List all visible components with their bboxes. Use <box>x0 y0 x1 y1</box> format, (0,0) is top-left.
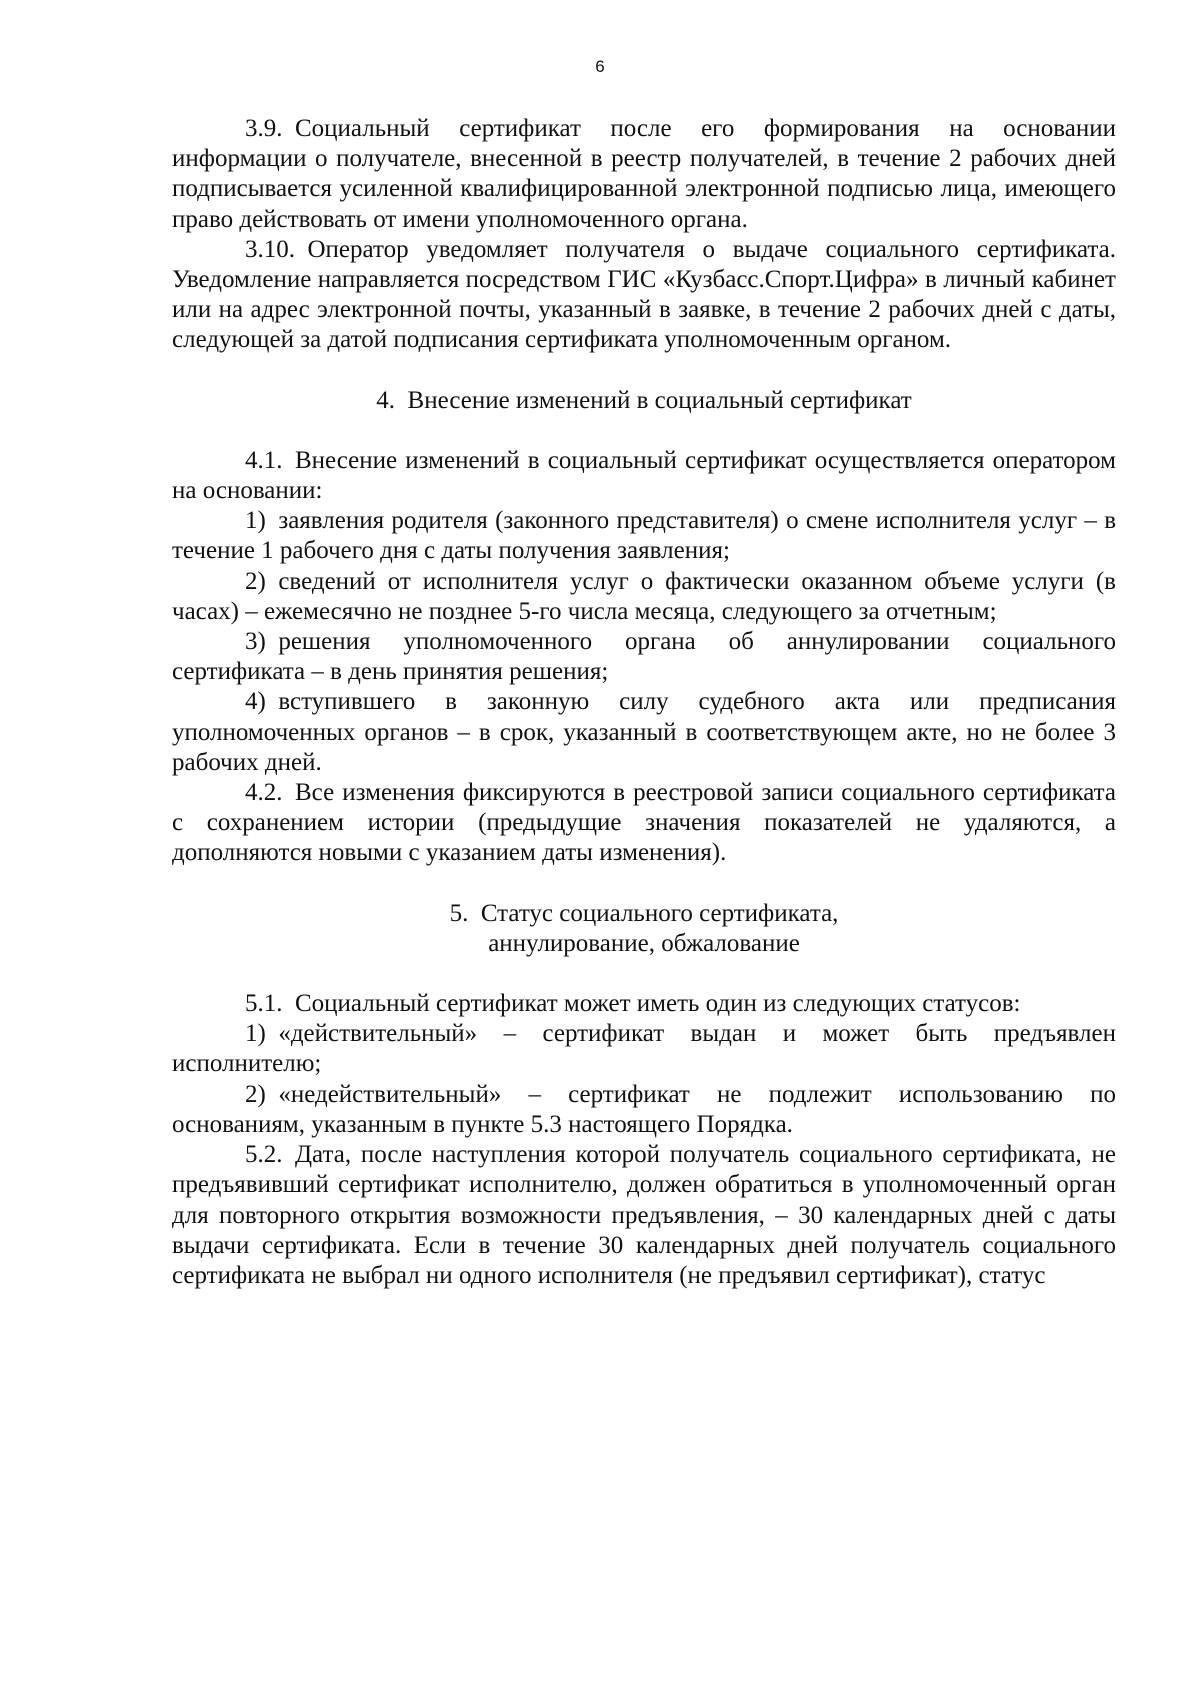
page-number: 6 <box>595 57 605 76</box>
paragraph-4-2: 4.2. Все изменения фиксируются в реестровой записи социального сертификата с сохранением истории (предыдущие значения показателей не удаляются, а дополняются новыми с указанием даты изменения). <box>172 779 1116 867</box>
section-heading-5: 5. Статус социального сертификата, аннулирование, обжалование <box>449 899 839 957</box>
list-item-4-1-2: 2) сведений от исполнителя услуг о фактически оказанном объеме услуги (в часах) – ежемесячно не позднее 5-го числа месяца, следующего за отчетным; <box>172 567 1116 625</box>
list-item-4-1-4: 4) вступившего в законную силу судебного акта или предписания уполномоченных органов – в срок, указанный в соответствующем акте, но не более 3 рабочих дней. <box>172 688 1116 776</box>
paragraph-3-9: 3.9. Социальный сертификат после его формирования на основании информации о получателе, внесенной в реестр получателей, в течение 2 рабочих дней подписывается усиленной квалифицированной электронной подписью лица, имеющего право действовать от имени уполномоченного органа. <box>172 115 1116 233</box>
paragraph-4-1: 4.1. Внесение изменений в социальный сертификат осуществляется оператором на основании: <box>172 446 1116 505</box>
paragraph-3-10: 3.10. Оператор уведомляет получателя о выдаче социального сертификата. Уведомление направляется посредством ГИС «Кузбасс.Спорт.Цифра» в личный кабинет или на адрес электронной почты, указанный в заявке, в течение 2 рабочих дней с даты, следующей за датой подписания сертификата уполномоченным органом. <box>172 235 1116 354</box>
list-item-4-1-3: 3) решения уполномоченного органа об аннулировании социального сертификата – в день принятия решения; <box>172 628 1116 686</box>
document-body <box>172 114 1116 1291</box>
paragraph-5-2: 5.2. Дата, после наступления которой получатель социального сертификата, не предъявивший сертификат исполнителю, должен обратиться в уполномоченный орган для повторного открытия возможности предъявления, – 30 календарных дней с даты выдачи сертификата. Если в течение 30 календарных дней получатель социального сертификата не выбрал ни одного исполнителя (не предъявил сертификат), статус <box>172 1141 1116 1289</box>
list-item-5-1-1: 1) «действительный» – сертификат выдан и может быть предъявлен исполнителю; <box>172 1020 1116 1078</box>
list-item-4-1-1: 1) заявления родителя (законного представителя) о смене исполнителя услуг – в течение 1 рабочего дня с даты получения заявления; <box>172 507 1116 565</box>
paragraph-5-1: 5.1. Социальный сертификат может иметь один из следующих статусов: <box>245 990 1021 1018</box>
list-item-5-1-2: 2) «недействительный» – сертификат не подлежит использованию по основаниям, указанным в пункте 5.3 настоящего Порядка. <box>172 1080 1116 1138</box>
section-heading-4: 4. Внесение изменений в социальный сертификат <box>376 386 912 414</box>
